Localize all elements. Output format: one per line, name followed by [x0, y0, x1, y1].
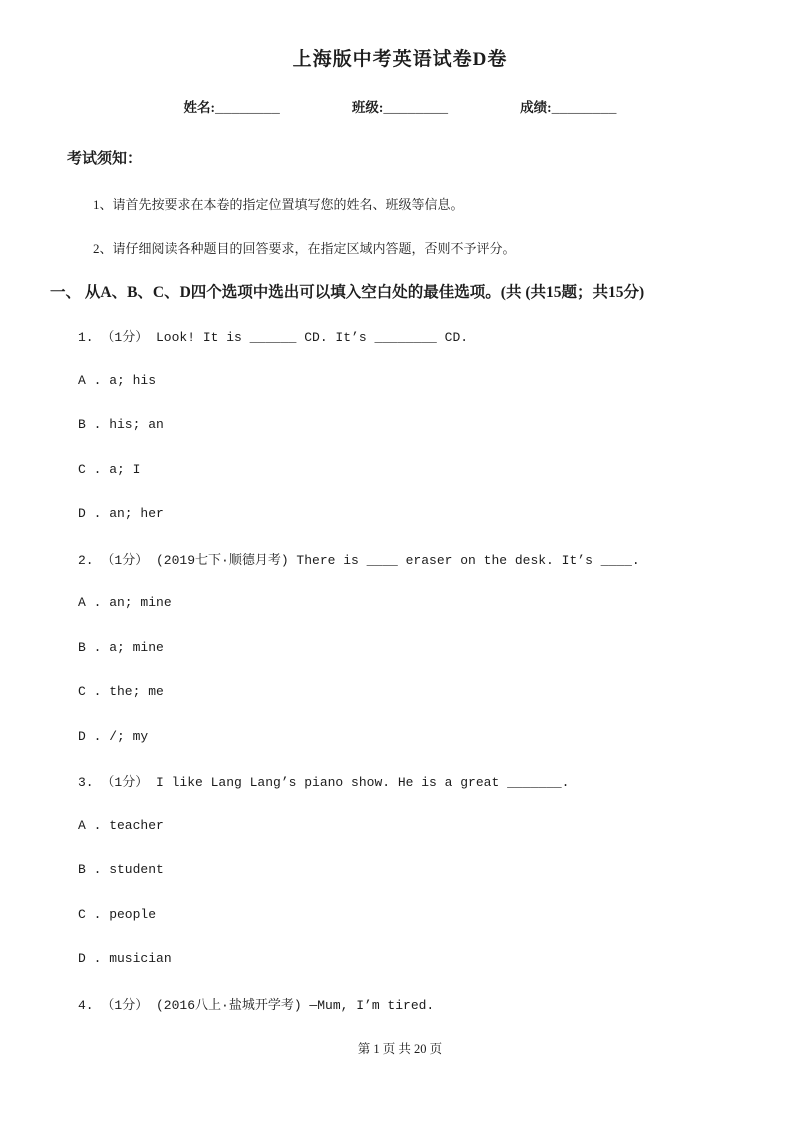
question-2-option-b: B . a; mine: [78, 639, 164, 655]
question-section: [0, 269, 800, 1070]
question-2-stem: 2. （1分） (2019七下·顺德月考) There is ____ eraser on the desk. It’s ____.: [78, 552, 640, 568]
notice-item-1: 1、请首先按要求在本卷的指定位置填写您的姓名、班级等信息。: [93, 197, 464, 212]
question-3-option-b: B . student: [78, 862, 164, 878]
question-4-stem: 4. （1分） (2016八上·盐城开学考) —Mum, I’m tired.: [78, 997, 435, 1013]
name-field: [184, 99, 280, 118]
class-blank: ________: [383, 102, 449, 117]
score-field: [520, 99, 616, 118]
section-1-heading: 一、 从A、B、C、D四个选项中选出可以填入空白处的最佳选项。(共 (共15题；共15分): [50, 284, 645, 302]
question-1-option-d: D . an; her: [78, 506, 164, 522]
question-3-stem: 3. （1分） I like Lang Lang’s piano show. He is a great _______.: [78, 775, 570, 791]
score-label: 成绩:: [520, 100, 552, 115]
class-label: 班级:: [351, 100, 384, 115]
score-blank: ________: [551, 102, 617, 117]
name-label: 姓名:: [183, 100, 216, 115]
question-3-option-c: C . people: [78, 906, 157, 922]
question-1-option-c: C . a; I: [78, 461, 141, 477]
question-3-option-a: A . teacher: [78, 817, 164, 833]
name-blank: ________: [215, 102, 280, 117]
question-3-option-d: D . musician: [78, 951, 172, 967]
exam-notice-heading: 考试须知：: [67, 151, 143, 167]
question-2-option-c: C . the; me: [78, 684, 164, 700]
question-1-option-a: A . a; his: [78, 372, 157, 388]
header-fields: [0, 99, 800, 118]
page-number-footer: 第 1 页 共 20 页: [357, 1041, 443, 1056]
notice-item-2: 2、请仔细阅读各种题目的回答要求，在指定区域内答题，否则不予评分。: [93, 241, 516, 256]
question-1-option-b: B . his; an: [78, 417, 164, 433]
question-2-option-d: D . /; my: [78, 728, 149, 744]
question-1-stem: 1. （1分） Look! It is ______ CD. It’s ________ CD.: [78, 330, 469, 346]
page-title: 上海版中考英语试卷D卷: [292, 49, 508, 70]
class-field: [352, 99, 448, 118]
question-2-option-a: A . an; mine: [78, 595, 172, 611]
